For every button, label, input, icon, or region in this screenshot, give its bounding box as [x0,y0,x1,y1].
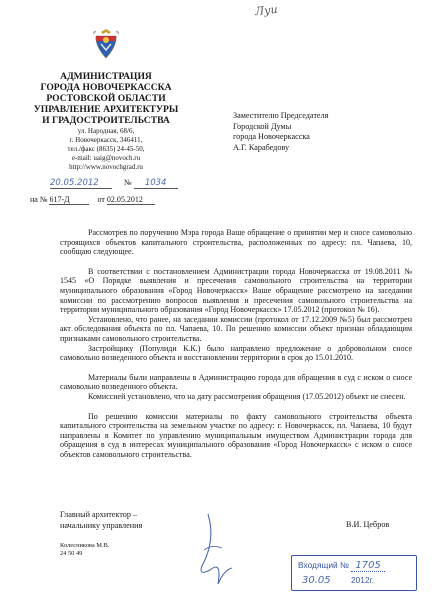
address-line: тел./факс (8635) 24-45-50, [67,145,145,153]
outgoing-number: 1034 [134,178,178,189]
org-name-line: УПРАВЛЕНИЕ АРХИТЕКТУРЫ [33,104,179,115]
position-line: Главный архитектор – [60,510,138,519]
body-paragraph: Комиссией установлено, что на дату рассмотрения обращения (17.05.2012) объект не снесен. [88,391,406,401]
handwritten-signature [188,510,248,590]
org-name-line: ГОРОДА НОВОЧЕРКАССКА [40,82,172,93]
org-name-line: АДМИНИСТРАЦИЯ [60,71,152,82]
org-name-line: РОСТОВСКОЙ ОБЛАСТИ [46,93,166,104]
reference-number: 617-Д [49,195,89,205]
addressee-block [233,111,423,153]
letterhead-address [22,127,190,172]
letterhead-org-name [22,71,190,126]
handwritten-resolution-mark: Луи [254,2,279,19]
addressee-line: города Новочеркасска [233,132,310,141]
address-line: e-mail: uaig@novoch.ru [71,154,141,162]
reference-date: 02.05.2012 [107,195,155,205]
letter-body [60,228,412,459]
incoming-stamp [291,555,417,591]
reference-from-label: от [97,195,105,204]
reference-prefix: на № [30,195,48,204]
executor-block [60,542,109,558]
address-line: http://www.novochgrad.ru [69,163,143,171]
outgoing-date: 20.05.2012 [50,178,112,189]
org-name-line: И ГРАДОСТРОИТЕЛЬСТВА [42,115,170,126]
body-paragraph: Рассмотрев по поручению Мэра города Ваше обращение о принятии мер и сносе самовольно строящихся объектов капитального строительства, расположенных по адресу: пл. Чапаева, 10, сообщаю следующее. [60,228,412,257]
address-line: ул. Народная, 68/6, [77,127,135,135]
addressee-line: Заместителю Председателя [233,111,329,120]
body-paragraph: Застройщику (Популиди К.К.) было направлено предложение о добровольном сносе самовольно возведенного объекта и восстановлении территории в срок до 15.01.2010. [60,343,412,363]
body-paragraph: В соответствии с постановлением Администрации города Новочеркасска от 19.08.2011 № 1545 «О Порядке выявления и пресечения самовольного строительства на территории муниципального образования «Город Новочеркасск» Ваше обращение рассмотрено на заседании комиссии по рассмотрению вопросов выявления и пресечения самовольного строительства на территории муниципального образования «Город Новочеркасск» 17.05.2012 (протокол № 16). [60,266,412,315]
executor-phone: 24 50 49 [60,550,83,557]
outgoing-registration [50,178,200,189]
body-paragraph: Материалы были направлены в Администрацию города для обращения в суд с иском о сносе самовольно возведенного объекта. [60,372,412,392]
signatory-name: В.И. Цебров [346,520,390,529]
signatory-position [60,510,142,531]
body-paragraph: Установлено, что ранее, на заседании комиссии (протокол от 17.12.2009 №5) был рассмотрен акт обследования объекта по пл. Чапаева, 10. По решению комиссии объект признан обладающим признаками самовольного строительства. [60,314,412,343]
outgoing-number-label: № [124,178,132,187]
address-line: г. Новочеркасск, 346411, [69,136,143,144]
reference-line [30,195,210,205]
incoming-stamp-number: 1705 [351,560,384,572]
coat-of-arms-emblem [93,28,119,60]
position-line: начальнику управления [60,520,143,530]
incoming-stamp-label: Входящий № [298,560,350,570]
addressee-line: А.Г. Карабедову [233,142,290,152]
addressee-line: Городской Думы [233,121,292,131]
incoming-stamp-year: 2012г. [350,575,374,585]
incoming-stamp-date: 30.05 [302,575,331,586]
executor-name: Колесникова М.В. [60,542,110,549]
body-paragraph: По решению комиссии материалы по факту самовольного строительства объекта капитального строительства на земельном участке по адресу: г. Новочеркасск, пл. Чапаева, 10 будут направлены в Комитет по управлению муниципальным имуществом Администрации города для обращения в суд в интересах муниципального образования «Город Новочеркасск» с иском о сносе объектов самовольного строительства. [60,411,412,459]
